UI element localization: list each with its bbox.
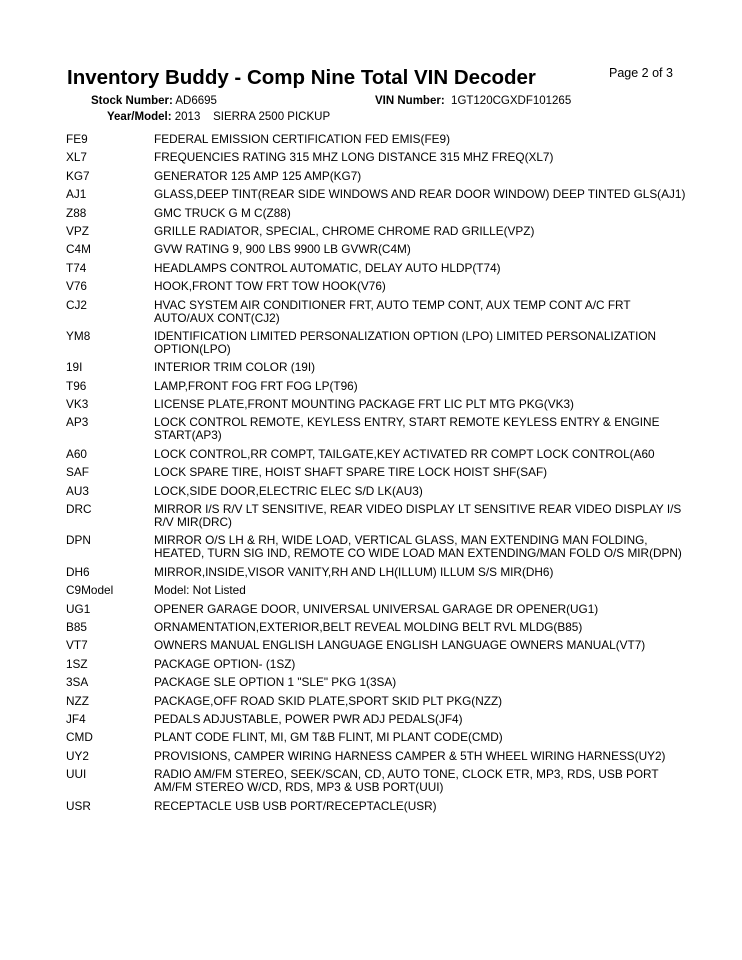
option-code: Z88 — [66, 205, 87, 220]
option-code: VT7 — [66, 638, 88, 653]
option-row — [66, 398, 686, 411]
option-code: C9Model — [66, 583, 114, 598]
option-description: PLANT CODE FLINT, MI, GM T&B FLINT, MI PLANT CODE(CMD) — [154, 730, 503, 745]
option-description: GVW RATING 9, 900 LBS 9900 LB GVWR(C4M) — [154, 242, 411, 257]
option-row — [66, 262, 686, 275]
option-description: Model: Not Listed — [154, 583, 246, 598]
option-code: NZZ — [66, 693, 89, 708]
option-description: FEDERAL EMISSION CERTIFICATION FED EMIS(FE9) — [154, 132, 451, 146]
stock-number-label: Stock Number: — [91, 95, 173, 107]
option-row — [66, 658, 686, 671]
option-description: HOOK,FRONT TOW FRT TOW HOOK(V76) — [154, 279, 386, 294]
option-row — [66, 299, 686, 325]
option-description: MIRROR I/S R/V LT SENSITIVE, REAR VIDEO DISPLAY LT SENSITIVE REAR VIDEO DISPLAY I/S R/V MIR(DRC) — [154, 502, 682, 530]
option-code: CMD — [66, 730, 93, 745]
option-row — [66, 170, 686, 183]
option-row — [66, 566, 686, 579]
option-row — [66, 280, 686, 293]
option-row — [66, 380, 686, 393]
option-row — [66, 695, 686, 708]
option-description: RECEPTACLE USB USB PORT/RECEPTACLE(USR) — [154, 798, 437, 813]
option-row — [66, 676, 686, 689]
stock-number-value: AD6695 — [175, 95, 217, 107]
option-code: 3SA — [66, 675, 89, 690]
option-description: HEADLAMPS CONTROL AUTOMATIC, DELAY AUTO HLDP(T74) — [154, 260, 501, 275]
option-code: 1SZ — [66, 656, 88, 671]
option-description: IDENTIFICATION LIMITED PERSONALIZATION OPTION (LPO) LIMITED PERSONALIZATION OPTION(LPO) — [154, 328, 657, 356]
option-row — [66, 225, 686, 238]
option-row — [66, 188, 686, 201]
option-description: PROVISIONS, CAMPER WIRING HARNESS CAMPER & 5TH WHEEL WIRING HARNESS(UY2) — [154, 748, 666, 763]
option-row — [66, 584, 686, 597]
option-code: UG1 — [66, 601, 91, 616]
option-description: GENERATOR 125 AMP 125 AMP(KG7) — [154, 168, 362, 183]
year-value: 2013 — [174, 111, 201, 123]
option-description: LAMP,FRONT FOG FRT FOG LP(T96) — [154, 378, 358, 393]
option-row — [66, 151, 686, 164]
option-code: XL7 — [66, 150, 87, 165]
option-row — [66, 800, 686, 813]
option-code: JF4 — [66, 711, 86, 726]
option-code: VPZ — [66, 223, 89, 238]
vin-number-label: VIN Number: — [375, 95, 445, 107]
year-model-label: Year/Model: — [107, 111, 172, 123]
option-description: GLASS,DEEP TINT(REAR SIDE WINDOWS AND REAR DOOR WINDOW) DEEP TINTED GLS(AJ1) — [154, 187, 686, 202]
option-description: OWNERS MANUAL ENGLISH LANGUAGE ENGLISH LANGUAGE OWNERS MANUAL(VT7) — [154, 638, 646, 653]
option-code: DPN — [66, 533, 91, 548]
option-description: LOCK SPARE TIRE, HOIST SHAFT SPARE TIRE LOCK HOIST SHF(SAF) — [154, 465, 548, 480]
option-code: B85 — [66, 619, 87, 634]
option-description: LOCK CONTROL,RR COMPT, TAILGATE,KEY ACTIVATED RR COMPT LOCK CONTROL(A60 — [154, 446, 655, 461]
option-row — [66, 621, 686, 634]
option-code: DH6 — [66, 564, 90, 579]
option-description: MIRROR O/S LH & RH, WIDE LOAD, VERTICAL GLASS, MAN EXTENDING MAN FOLDING, HEATED, TURN SIG IND, REMOTE CO WIDE LOAD MAN EXTENDING/MAN FOLD O/S MIR(DPN) — [154, 533, 682, 561]
option-row — [66, 448, 686, 461]
option-list — [66, 133, 686, 818]
option-description: GRILLE RADIATOR, SPECIAL, CHROME CHROME RAD GRILLE(VPZ) — [154, 223, 535, 238]
option-description: LOCK,SIDE DOOR,ELECTRIC ELEC S/D LK(AU3) — [154, 483, 423, 498]
option-code: SAF — [66, 465, 89, 480]
option-description: PACKAGE,OFF ROAD SKID PLATE,SPORT SKID PLT PKG(NZZ) — [154, 693, 503, 708]
option-row — [66, 485, 686, 498]
option-code: FE9 — [66, 132, 88, 146]
option-row — [66, 416, 686, 442]
option-row — [66, 330, 686, 356]
option-description: MIRROR,INSIDE,VISOR VANITY,RH AND LH(ILLUM) ILLUM S/S MIR(DH6) — [154, 564, 554, 579]
option-code: AJ1 — [66, 187, 87, 202]
option-code: CJ2 — [66, 297, 87, 312]
option-code: C4M — [66, 242, 91, 257]
option-code: 19I — [66, 360, 83, 375]
page-number: Page 2 of 3 — [609, 66, 673, 80]
option-code: YM8 — [66, 328, 91, 343]
year-model-field — [107, 111, 330, 123]
option-row — [66, 361, 686, 374]
option-code: KG7 — [66, 168, 90, 183]
option-code: DRC — [66, 502, 92, 517]
model-value: SIERRA 2500 PICKUP — [213, 111, 331, 123]
option-row — [66, 466, 686, 479]
option-description: FREQUENCIES RATING 315 MHZ LONG DISTANCE 315 MHZ FREQ(XL7) — [154, 150, 554, 165]
vin-number-value: 1GT120CGXDF101265 — [451, 95, 572, 107]
option-description: PEDALS ADJUSTABLE, POWER PWR ADJ PEDALS(JF4) — [154, 711, 463, 726]
option-description: RADIO AM/FM STEREO, SEEK/SCAN, CD, AUTO TONE, CLOCK ETR, MP3, RDS, USB PORT AM/FM STEREO W/CD, RDS, MP3 & USB PORT(UUI) — [154, 767, 659, 795]
option-row — [66, 731, 686, 744]
option-code: VK3 — [66, 397, 89, 412]
option-code: T96 — [66, 378, 87, 393]
option-code: AU3 — [66, 483, 89, 498]
option-row — [66, 639, 686, 652]
option-code: AP3 — [66, 415, 89, 430]
option-row — [66, 243, 686, 256]
option-row — [66, 534, 686, 560]
option-description: OPENER GARAGE DOOR, UNIVERSAL UNIVERSAL GARAGE DR OPENER(UG1) — [154, 601, 599, 616]
stock-number-field — [91, 95, 217, 107]
document-title: Inventory Buddy - Comp Nine Total VIN Decoder — [67, 66, 536, 89]
option-row — [66, 603, 686, 616]
option-description: GMC TRUCK G M C(Z88) — [154, 205, 291, 220]
option-code: A60 — [66, 446, 87, 461]
option-row — [66, 768, 686, 794]
option-description: LOCK CONTROL REMOTE, KEYLESS ENTRY, START REMOTE KEYLESS ENTRY & ENGINE START(AP3) — [154, 415, 660, 443]
option-code: USR — [66, 798, 91, 813]
option-row — [66, 503, 686, 529]
option-code: UY2 — [66, 748, 89, 763]
option-row — [66, 713, 686, 726]
option-description: INTERIOR TRIM COLOR (19I) — [154, 360, 316, 375]
option-row — [66, 750, 686, 763]
option-row — [66, 207, 686, 220]
option-code: T74 — [66, 260, 87, 275]
option-description: LICENSE PLATE,FRONT MOUNTING PACKAGE FRT LIC PLT MTG PKG(VK3) — [154, 397, 574, 412]
option-row — [66, 133, 686, 146]
vin-number-field — [375, 95, 571, 107]
option-description: ORNAMENTATION,EXTERIOR,BELT REVEAL MOLDING BELT RVL MLDG(B85) — [154, 619, 583, 634]
option-description: PACKAGE OPTION- (1SZ) — [154, 656, 296, 671]
option-code: V76 — [66, 279, 87, 294]
option-code: UUI — [66, 767, 87, 782]
option-description: HVAC SYSTEM AIR CONDITIONER FRT, AUTO TEMP CONT, AUX TEMP CONT A/C FRT AUTO/AUX CONT(CJ2) — [154, 297, 631, 325]
option-description: PACKAGE SLE OPTION 1 "SLE" PKG 1(3SA) — [154, 675, 397, 690]
